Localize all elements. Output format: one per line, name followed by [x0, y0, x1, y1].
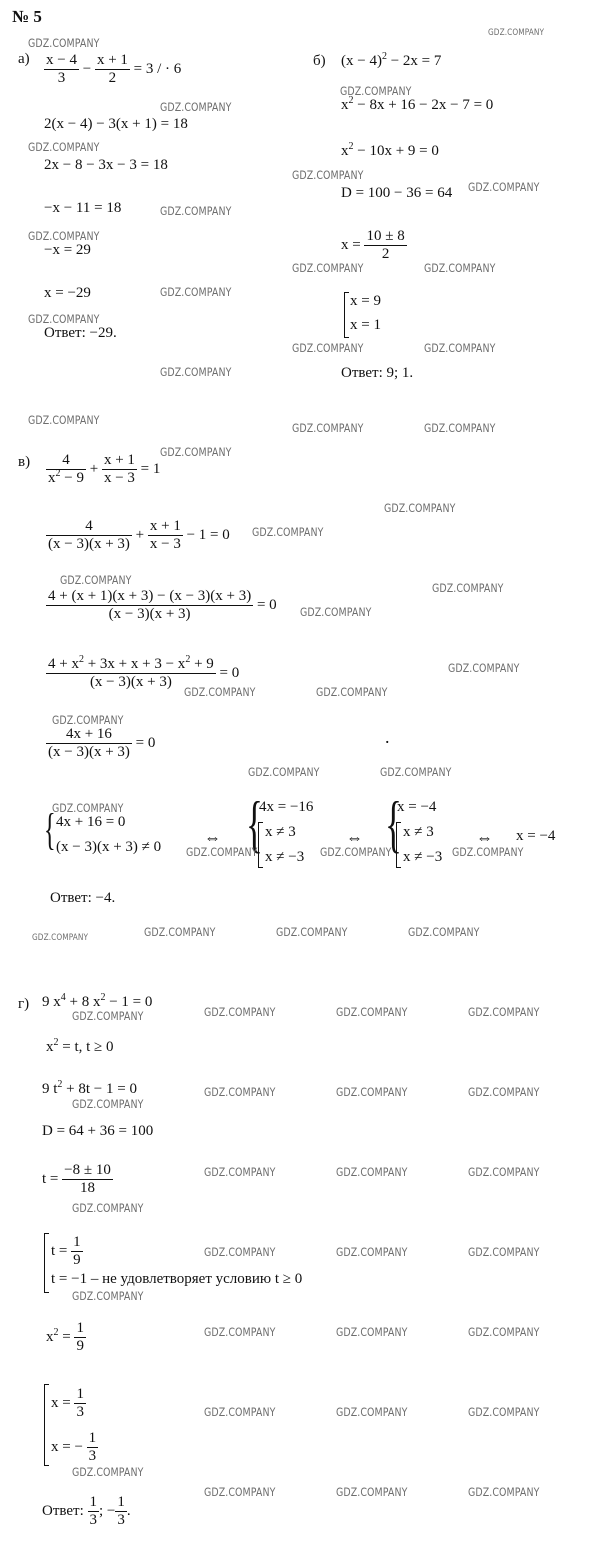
watermark: GDZ.COMPANY: [160, 365, 232, 379]
watermark: GDZ.COMPANY: [468, 1085, 540, 1099]
part-b-step: $x^2 - 10x + 9 = 0$: [341, 141, 439, 159]
watermark: GDZ.COMPANY: [448, 661, 520, 675]
watermark: GDZ.COMPANY: [160, 285, 232, 299]
system-line: x ≠ −3: [265, 849, 305, 865]
system-line: x ≠ −3: [403, 849, 443, 865]
watermark: GDZ.COMPANY: [204, 1085, 276, 1099]
part-v-step: $\frac{4x + 16}{(x - 3)(x + 3)}$ = 0: [48, 726, 156, 761]
part-v-equation: $\frac{4}{x^2 - 9}$ + $\frac{x + 1}{x - 3}$ = 1: [48, 452, 161, 487]
watermark: GDZ.COMPANY: [432, 581, 504, 595]
watermark: GDZ.COMPANY: [184, 685, 256, 699]
system-line: x ≠ 3: [403, 824, 434, 840]
watermark: GDZ.COMPANY: [204, 1485, 276, 1499]
set-bracket: [44, 1384, 49, 1466]
watermark: GDZ.COMPANY: [468, 1245, 540, 1259]
part-v-label: в): [18, 454, 31, 470]
watermark: GDZ.COMPANY: [28, 312, 100, 326]
part-b-equation: $(x - 4)^2 - 2x = 7$: [341, 51, 442, 69]
watermark: GDZ.COMPANY: [276, 925, 348, 939]
part-g-root: x = $\frac{1}{3}$: [51, 1386, 84, 1421]
watermark: GDZ.COMPANY: [468, 1405, 540, 1419]
watermark: GDZ.COMPANY: [488, 28, 545, 38]
part-a-label: а): [18, 51, 30, 67]
part-a-equation: $\frac{x - 4}{3}$ − $\frac{x + 1}{2}$ = 3 / · 6: [46, 52, 182, 87]
watermark: GDZ.COMPANY: [204, 1405, 276, 1419]
watermark: GDZ.COMPANY: [32, 933, 89, 943]
watermark: GDZ.COMPANY: [468, 1325, 540, 1339]
watermark: GDZ.COMPANY: [28, 36, 100, 50]
system-brace: {: [385, 788, 402, 859]
watermark: GDZ.COMPANY: [292, 168, 364, 182]
watermark: GDZ.COMPANY: [336, 1325, 408, 1339]
watermark: GDZ.COMPANY: [468, 180, 540, 194]
watermark: GDZ.COMPANY: [424, 261, 496, 275]
part-g-label: г): [18, 996, 30, 1012]
watermark: GDZ.COMPANY: [204, 1005, 276, 1019]
part-g-substitution: $x^2 = t$, t ≥ 0: [46, 1037, 114, 1055]
part-b-answer: Ответ: 9; 1.: [341, 365, 414, 381]
watermark: GDZ.COMPANY: [160, 445, 232, 459]
watermark: GDZ.COMPANY: [160, 204, 232, 218]
part-a-step: 2(x − 4) − 3(x + 1) = 18: [44, 116, 188, 132]
watermark: GDZ.COMPANY: [336, 1165, 408, 1179]
watermark: GDZ.COMPANY: [52, 713, 124, 727]
part-a-step: −x − 11 = 18: [44, 200, 122, 216]
part-g-equation: 9 $x^4 + 8$ $x^2 - 1 = 0$: [42, 992, 153, 1010]
watermark: GDZ.COMPANY: [336, 1085, 408, 1099]
part-b-label: б): [313, 53, 326, 69]
watermark: GDZ.COMPANY: [340, 84, 412, 98]
part-g-roots-formula: t = $\frac{-8 \pm 10}{18}$: [42, 1162, 111, 1197]
watermark: GDZ.COMPANY: [336, 1405, 408, 1419]
part-g-rejected-root: t = −1 – не удовлетворяет условию t ≥ 0: [51, 1271, 303, 1287]
part-g-root: x = − $\frac{1}{3}$: [51, 1430, 97, 1465]
watermark: GDZ.COMPANY: [408, 925, 480, 939]
part-a-answer: Ответ: −29.: [44, 325, 117, 341]
watermark: GDZ.COMPANY: [468, 1005, 540, 1019]
watermark: GDZ.COMPANY: [204, 1165, 276, 1179]
part-g-step: 9 $t^2 + 8t - 1 = 0$: [42, 1079, 137, 1097]
system-brace: {: [246, 788, 263, 859]
part-a-step: 2x − 8 − 3x − 3 = 18: [44, 157, 168, 173]
watermark: GDZ.COMPANY: [336, 1005, 408, 1019]
watermark: GDZ.COMPANY: [28, 413, 100, 427]
part-v-step: $\frac{4 + x^2 + 3x + x + 3 - x^2 + 9}{(x - 3)(x + 3)}$ = 0: [48, 654, 240, 691]
watermark: GDZ.COMPANY: [72, 1009, 144, 1023]
watermark: GDZ.COMPANY: [52, 801, 124, 815]
part-b-roots-formula: x = $\frac{10 \pm 8}{2}$: [341, 228, 405, 263]
watermark: GDZ.COMPANY: [336, 1245, 408, 1259]
part-g-root: t = $\frac{1}{9}$: [51, 1234, 81, 1269]
set-bracket: [396, 822, 401, 868]
part-a-step: x = −29: [44, 285, 91, 301]
equivalence-arrow: ⇔: [346, 828, 363, 847]
part-v-step: $\frac{4}{(x - 3)(x + 3)}$ + $\frac{x + 1}{x - 3}$ − 1 = 0: [48, 518, 230, 553]
part-b-root: x = 9: [350, 293, 381, 309]
part-v-answer: Ответ: −4.: [50, 890, 116, 906]
system-line: x = −4: [397, 799, 437, 815]
watermark: GDZ.COMPANY: [320, 845, 392, 859]
watermark: GDZ.COMPANY: [60, 573, 132, 587]
watermark: GDZ.COMPANY: [380, 765, 452, 779]
system-line: 4x + 16 = 0: [56, 814, 126, 830]
part-b-step: $x^2 - 8x + 16 - 2x - 7 = 0$: [341, 95, 494, 113]
watermark: GDZ.COMPANY: [300, 605, 372, 619]
part-g-answer: Ответ: $\frac{1}{3}$ ; − $\frac{1}{3}$ .: [42, 1494, 131, 1529]
watermark: GDZ.COMPANY: [144, 925, 216, 939]
watermark: GDZ.COMPANY: [424, 341, 496, 355]
watermark: GDZ.COMPANY: [160, 100, 232, 114]
system-line: (x − 3)(x + 3) ≠ 0: [56, 839, 162, 855]
equivalence-arrow: ⇔: [204, 828, 221, 847]
part-b-set-bracket: [344, 292, 349, 338]
watermark: GDZ.COMPANY: [72, 1465, 144, 1479]
watermark: GDZ.COMPANY: [292, 261, 364, 275]
watermark: GDZ.COMPANY: [468, 1165, 540, 1179]
watermark: GDZ.COMPANY: [292, 421, 364, 435]
watermark: GDZ.COMPANY: [336, 1485, 408, 1499]
watermark: GDZ.COMPANY: [316, 685, 388, 699]
watermark: GDZ.COMPANY: [248, 765, 320, 779]
watermark: GDZ.COMPANY: [384, 501, 456, 515]
stray-dot: .: [385, 727, 390, 747]
part-b-discriminant: D = 100 − 36 = 64: [341, 185, 453, 201]
equivalence-arrow: ⇔: [476, 828, 493, 847]
set-bracket: [44, 1233, 49, 1293]
part-v-step: $\frac{4 + (x + 1)(x + 3) - (x - 3)(x + 3)}{(x - 3)(x + 3)}$ = 0: [48, 588, 277, 623]
set-bracket: [258, 822, 263, 868]
watermark: GDZ.COMPANY: [28, 229, 100, 243]
watermark: GDZ.COMPANY: [252, 525, 324, 539]
watermark: GDZ.COMPANY: [204, 1325, 276, 1339]
part-v-result: x = −4: [516, 828, 556, 844]
watermark: GDZ.COMPANY: [186, 845, 258, 859]
watermark: GDZ.COMPANY: [204, 1245, 276, 1259]
part-g-discriminant: D = 64 + 36 = 100: [42, 1123, 154, 1139]
watermark: GDZ.COMPANY: [72, 1201, 144, 1215]
watermark: GDZ.COMPANY: [452, 845, 524, 859]
part-g-step: $x^2$ = $\frac{1}{9}$: [46, 1320, 84, 1355]
system-line: x ≠ 3: [265, 824, 296, 840]
watermark: GDZ.COMPANY: [468, 1485, 540, 1499]
watermark: GDZ.COMPANY: [424, 421, 496, 435]
system-line: 4x = −16: [259, 799, 314, 815]
part-b-root: x = 1: [350, 317, 381, 333]
part-a-step: −x = 29: [44, 242, 91, 258]
watermark: GDZ.COMPANY: [72, 1097, 144, 1111]
watermark: GDZ.COMPANY: [72, 1289, 144, 1303]
system-brace: {: [44, 805, 56, 854]
watermark: GDZ.COMPANY: [28, 140, 100, 154]
watermark: GDZ.COMPANY: [292, 341, 364, 355]
problem-number: № 5: [12, 7, 42, 26]
